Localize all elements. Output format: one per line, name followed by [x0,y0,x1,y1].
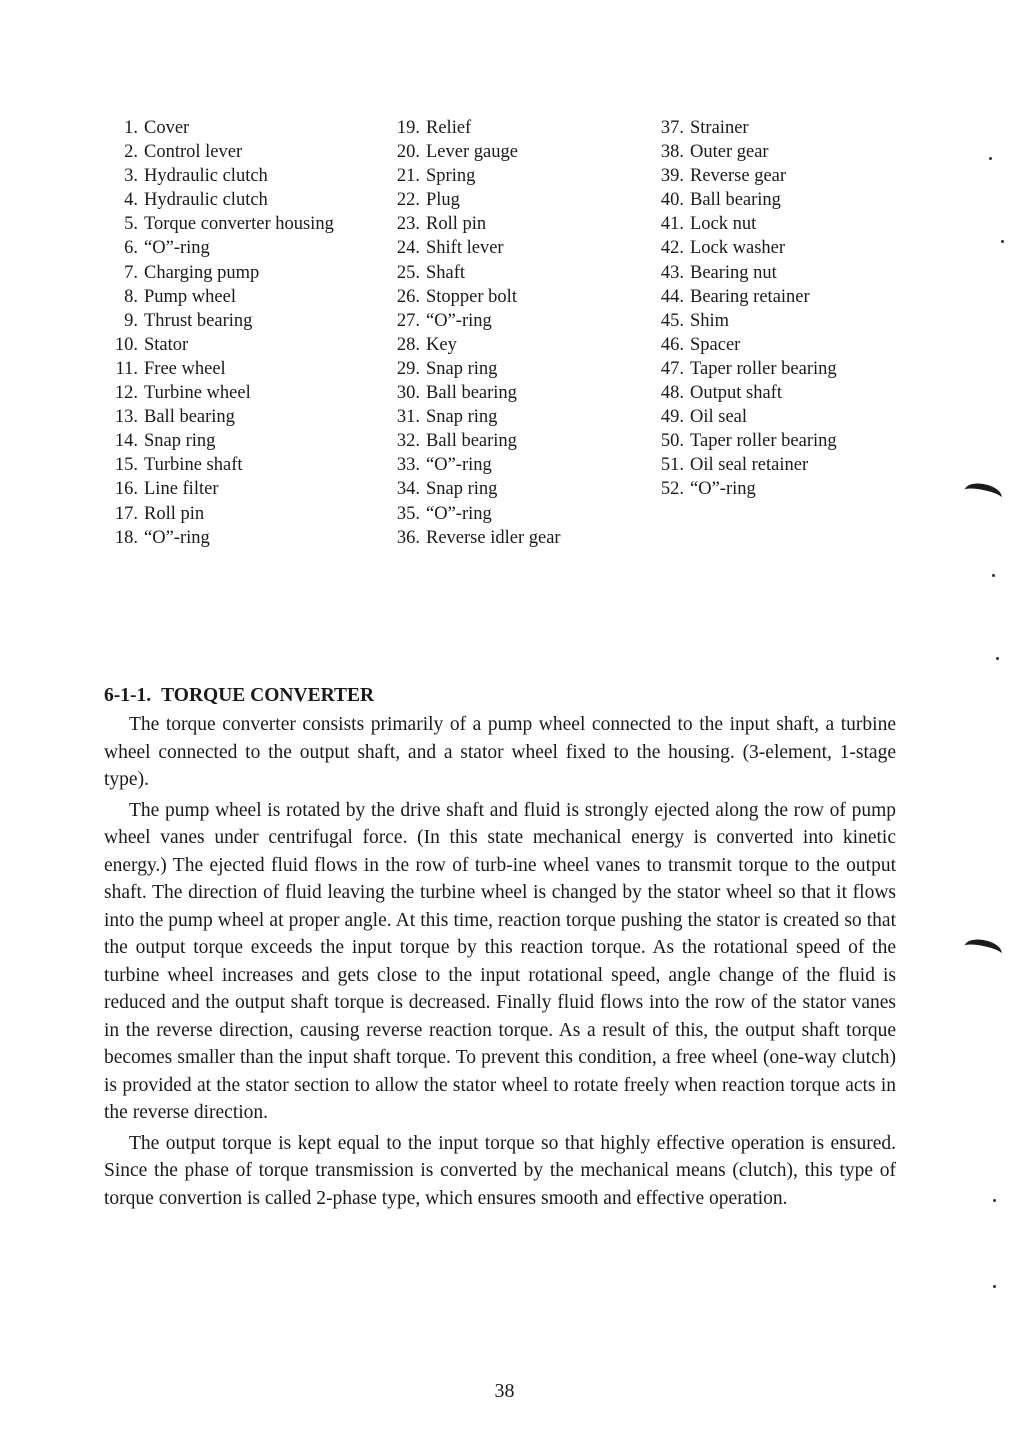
part-item [646,285,946,309]
part-number: 52. [660,479,684,500]
part-number: 20. [396,142,420,163]
part-label: Ball bearing [144,407,235,428]
part-number: 23. [396,214,420,235]
part-number: 29. [396,358,420,379]
part-item [382,477,644,501]
part-item [646,453,946,477]
part-item [382,429,644,453]
part-number: 8. [124,286,138,307]
part-item [382,261,644,285]
part-item [646,333,946,357]
part-item [646,405,946,429]
part-item [646,261,946,285]
part-number: 15. [114,455,138,476]
section-torque-converter [104,683,896,1215]
part-number: 16. [114,479,138,500]
part-label: Bearing nut [690,262,777,283]
part-item [646,236,946,260]
part-number: 36. [396,527,420,548]
part-label: “O”-ring [426,455,492,476]
part-item [100,285,380,309]
part-number: 38. [660,142,684,163]
scan-speck [993,1285,996,1288]
part-number: 26. [396,286,420,307]
parts-column-3 [646,116,946,502]
part-item [100,526,380,550]
part-item [646,212,946,236]
part-item [382,236,644,260]
part-label: Lock nut [690,214,757,235]
part-label: Spring [426,166,476,187]
part-item [100,188,380,212]
part-label: Relief [426,118,472,138]
part-label: Line filter [144,479,219,500]
part-label: Hydraulic clutch [144,190,268,211]
part-item [382,357,644,381]
part-item [382,502,644,526]
part-number: 34. [396,479,420,500]
part-number: 27. [396,310,420,331]
part-item [100,261,380,285]
part-item [100,236,380,260]
part-item [646,309,946,333]
part-item [646,477,946,501]
part-label: Taper roller bearing [690,431,837,452]
part-item [100,405,380,429]
part-number: 39. [660,166,684,187]
part-label: Reverse gear [690,166,787,187]
section-heading [104,683,896,709]
scan-speck [1001,240,1004,243]
scan-speck [996,657,999,660]
part-label: Turbine wheel [144,383,251,404]
part-item [646,140,946,164]
part-label: Ball bearing [426,383,517,404]
part-number: 30. [396,383,420,404]
part-label: “O”-ring [690,479,756,500]
part-label: Roll pin [144,503,205,524]
paragraph: The torque converter consists primarily of a pump wheel connected to the input shaft, a turbine wheel connected to the output shaft, and a stator wheel fixed to the housing. (3-element, 1-stage type). [104,714,896,790]
part-label: Key [426,334,457,355]
part-item [382,405,644,429]
part-item [382,212,644,236]
part-number: 10. [114,334,138,355]
part-label: Turbine shaft [144,455,243,476]
part-number: 7. [124,262,138,283]
scan-speck [989,157,992,160]
paragraph: The output torque is kept equal to the input torque so that highly effective operation is ensured. Since the phase of torque transmission is converted by the mechanical means (clutch), this type of torque convertion is called 2-phase type, which ensures smooth and effective operation. [104,1132,896,1209]
part-label: Free wheel [144,358,226,379]
part-label: Thrust bearing [144,310,253,331]
part-number: 22. [396,190,420,211]
part-label: Oil seal [690,407,748,428]
part-item [100,212,380,236]
part-item [382,309,644,333]
part-label: Shift lever [426,238,504,259]
part-number: 46. [660,334,684,355]
part-label: Lever gauge [426,142,518,163]
part-number: 35. [396,503,420,524]
part-label: Control lever [144,142,243,163]
part-label: “O”-ring [426,310,492,331]
part-number: 45. [660,310,684,331]
part-item [646,188,946,212]
part-label: Bearing retainer [690,286,810,307]
part-item [100,453,380,477]
part-item [100,429,380,453]
parts-column-1 [100,116,380,550]
part-label: Ball bearing [690,190,781,211]
part-number: 49. [660,407,684,428]
part-label: Cover [144,118,190,138]
part-number: 11. [115,358,138,379]
part-item [646,381,946,405]
part-number: 40. [660,190,684,211]
part-number: 17. [114,503,138,524]
part-number: 24. [396,238,420,259]
part-number: 21. [396,166,420,187]
part-label: Stopper bolt [426,286,517,307]
part-item [382,164,644,188]
part-label: Shaft [426,262,466,283]
part-item [382,285,644,309]
part-item [100,140,380,164]
part-number: 48. [660,383,684,404]
part-item [100,333,380,357]
part-number: 4. [124,190,138,211]
part-number: 42. [660,238,684,259]
part-number: 47. [660,358,684,379]
part-label: Stator [144,334,189,355]
part-number: 18. [114,527,138,548]
part-item [100,164,380,188]
part-item [646,164,946,188]
part-number: 3. [124,166,138,187]
part-item [100,357,380,381]
part-label: Spacer [690,334,741,355]
part-number: 33. [396,455,420,476]
part-label: Output shaft [690,383,782,404]
section-number: 6-1-1. [104,685,152,706]
part-item [382,140,644,164]
part-label: “O”-ring [144,238,210,259]
part-label: “O”-ring [426,503,492,524]
part-label: Snap ring [144,431,216,452]
part-item [382,381,644,405]
part-item [382,188,644,212]
part-number: 12. [114,383,138,404]
parts-list [0,116,1009,556]
parts-column-2 [382,116,644,550]
part-label: Outer gear [690,142,769,163]
part-number: 6. [124,238,138,259]
part-number: 13. [114,407,138,428]
part-label: Pump wheel [144,286,236,307]
part-number: 14. [114,431,138,452]
part-label: Plug [426,190,460,211]
part-label: Charging pump [144,262,260,283]
part-item [382,526,644,550]
part-label: Torque converter housing [144,214,334,235]
part-number: 51. [660,455,684,476]
part-number: 50. [660,431,684,452]
part-label: Shim [690,310,730,331]
part-item [100,381,380,405]
part-label: Reverse idler gear [426,527,561,548]
part-label: Ball bearing [426,431,517,452]
part-label: Snap ring [426,407,498,428]
part-number: 2. [124,142,138,163]
part-item [382,116,644,140]
scan-speck [993,1199,996,1202]
part-number: 31. [396,407,420,428]
part-number: 43. [660,262,684,283]
part-number: 44. [660,286,684,307]
part-item [382,333,644,357]
part-item [100,477,380,501]
part-item [100,502,380,526]
section-title: TORQUE CONVERTER [161,685,375,706]
part-number: 19. [396,118,420,138]
part-label: Snap ring [426,358,498,379]
part-number: 37. [660,118,684,138]
paragraph: The pump wheel is rotated by the drive shaft and fluid is strongly ejected along the row of pump wheel vanes under centrifugal force. (In this state mechanical energy is converted into kinetic energy.) The ejected fluid flows in the row of turb-ine wheel vanes to transmit torque to the output shaft. The direction of fluid leaving the turbine wheel is changed by the stator wheel so that it flows into the pump wheel at proper angle. At this time, reaction torque pushing the stator is created so that the output torque exceeds the input torque by this reaction torque. As the rotational speed of the turbine wheel increases and gets close to the input rotational speed, angle change of the fluid is reduced and the output shaft torque is decreased. Finally fluid flows into the row of the stator vanes in the reverse direction, causing reverse reaction torque. As a result of this, the output shaft torque becomes smaller than the input shaft torque. To prevent this condition, a free wheel (one-way clutch) is provided at the stator section to allow the stator wheel to rotate freely when reaction torque acts in the reverse direction. [104,799,896,1123]
part-label: Oil seal retainer [690,455,809,476]
part-number: 5. [124,214,138,235]
part-label: Snap ring [426,479,498,500]
part-item [100,116,380,140]
part-number: 25. [396,262,420,283]
part-item [646,116,946,140]
part-number: 9. [124,310,138,331]
part-item [646,429,946,453]
part-label: Hydraulic clutch [144,166,268,187]
page-number: 38 [494,1380,515,1402]
part-label: Taper roller bearing [690,358,837,379]
part-label: “O”-ring [144,527,210,548]
part-item [382,453,644,477]
part-number: 28. [396,334,420,355]
part-label: Lock washer [690,238,786,259]
part-number: 1. [124,118,138,138]
scan-mark [962,936,1003,963]
part-label: Roll pin [426,214,487,235]
scan-speck [992,574,995,577]
part-number: 41. [660,214,684,235]
part-label: Strainer [690,118,749,138]
part-item [646,357,946,381]
part-item [100,309,380,333]
part-number: 32. [396,431,420,452]
